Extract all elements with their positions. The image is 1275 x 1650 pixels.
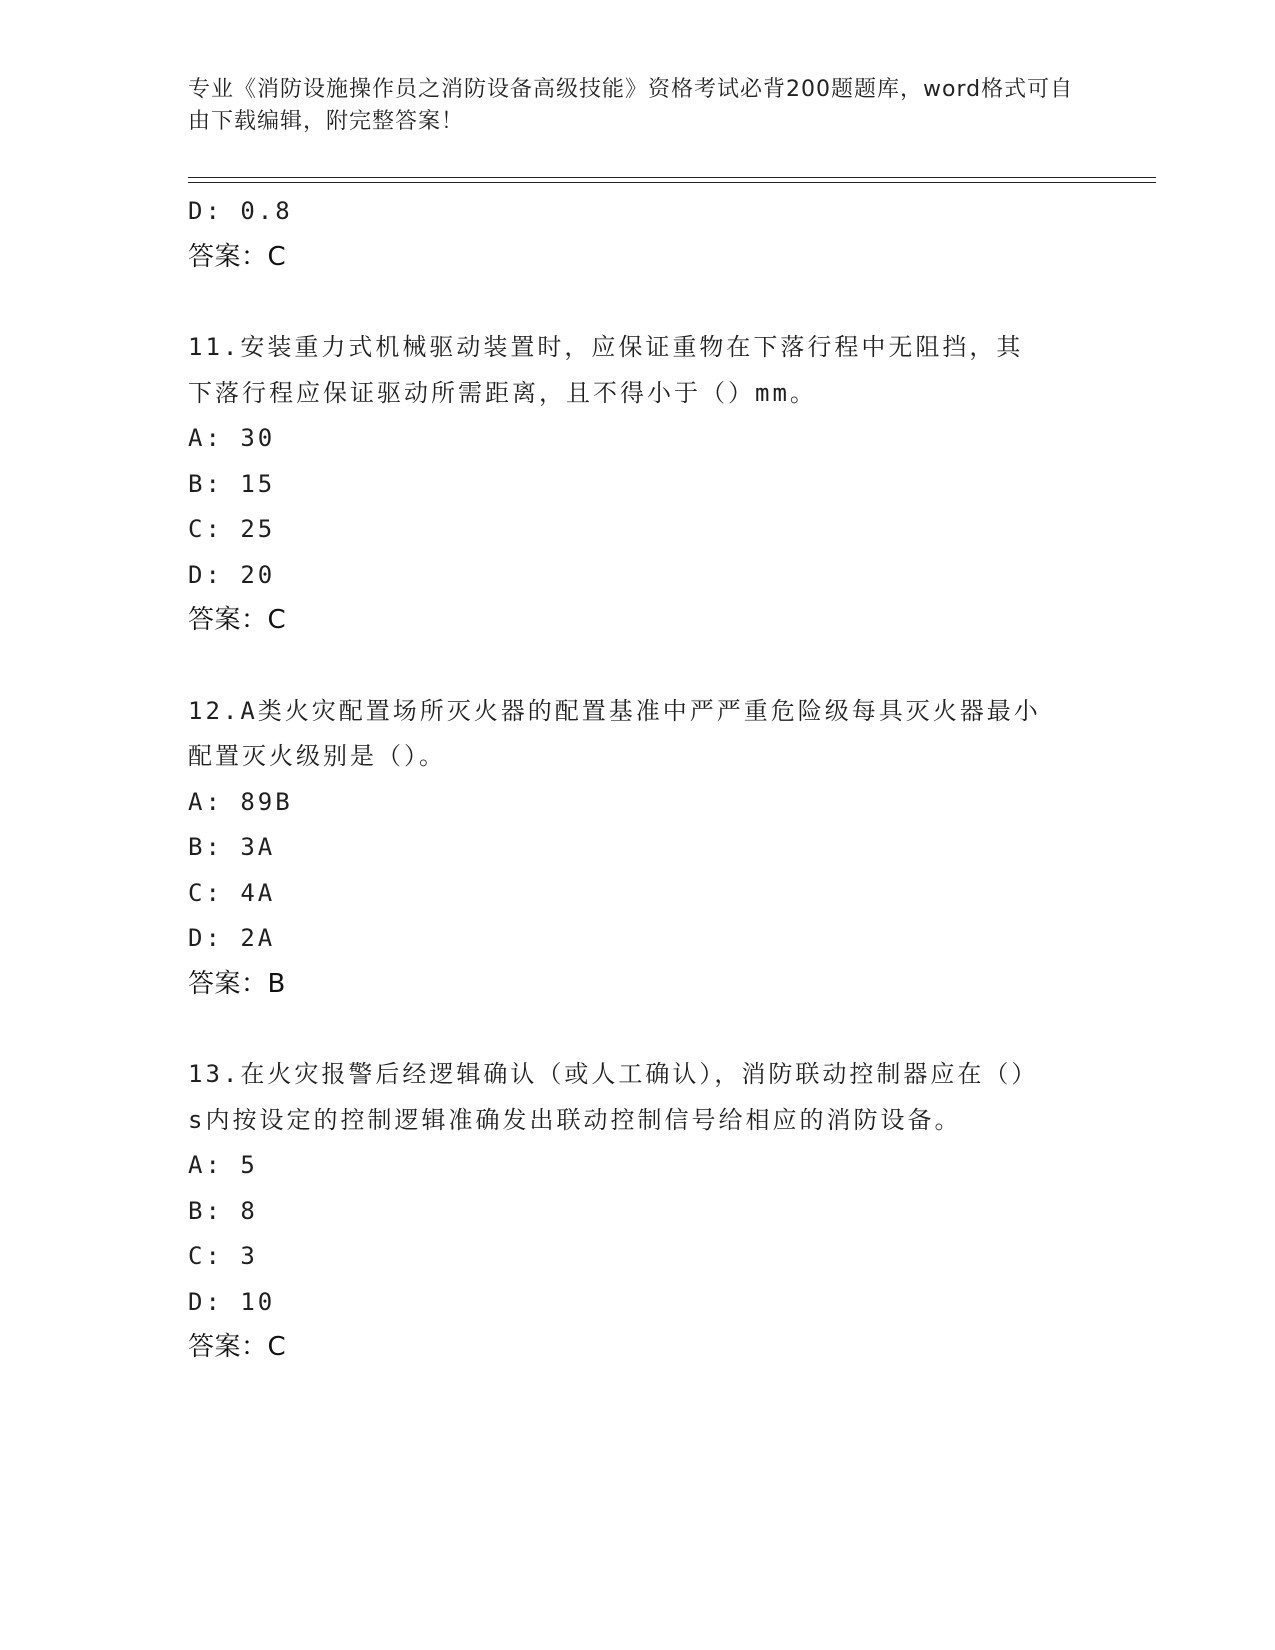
option-b: B: 8 bbox=[188, 1196, 258, 1225]
option-c: C: 3 bbox=[188, 1242, 258, 1270]
question-stem: 13.在火灾报警后经逻辑确认（或人工确认），消防联动控制器应在（）s内按设定的控制逻辑准确发出联动控制信号给相应的消防设备。 bbox=[188, 1060, 1039, 1134]
option-d: D: 20 bbox=[188, 560, 276, 589]
answer-line: 答案：C bbox=[188, 605, 287, 635]
answer-line: 答案：C bbox=[188, 1332, 287, 1362]
option-b: B: 3A bbox=[188, 833, 276, 861]
answer-line: 答案：C bbox=[188, 241, 287, 272]
header-rule-top bbox=[188, 177, 1156, 178]
option-a: A: 30 bbox=[188, 424, 276, 452]
question-13 bbox=[188, 1052, 1088, 1371]
option-b: B: 15 bbox=[188, 469, 276, 498]
option-d: D: 2A bbox=[188, 924, 276, 952]
question-stem: 11.安装重力式机械驱动装置时，应保证重物在下落行程中无阻挡，其下落行程应保证驱动所需距离，且不得小于（）mm。 bbox=[188, 333, 1024, 407]
previous-question-tail bbox=[188, 189, 1088, 280]
document-body bbox=[188, 189, 1088, 1371]
option-a: A: 5 bbox=[188, 1151, 258, 1179]
option-a: A: 89B bbox=[188, 787, 293, 816]
option-d: D: 0.8 bbox=[188, 197, 293, 225]
answer-line: 答案：B bbox=[188, 968, 286, 999]
question-stem: 12.A类火灾配置场所灭火器的配置基准中严严重危险级每具灭火器最小配置灭火级别是（）。 bbox=[188, 696, 1041, 770]
question-11 bbox=[188, 325, 1088, 644]
header-rule-bottom bbox=[188, 182, 1156, 183]
document-header: 专业《消防设施操作员之消防设备高级技能》资格考试必背200题题库，word格式可自由下载编辑，附完整答案！ bbox=[188, 77, 1074, 134]
option-c: C: 4A bbox=[188, 878, 276, 907]
option-d: D: 10 bbox=[188, 1287, 276, 1316]
question-12 bbox=[188, 689, 1088, 1008]
option-c: C: 25 bbox=[188, 515, 276, 543]
